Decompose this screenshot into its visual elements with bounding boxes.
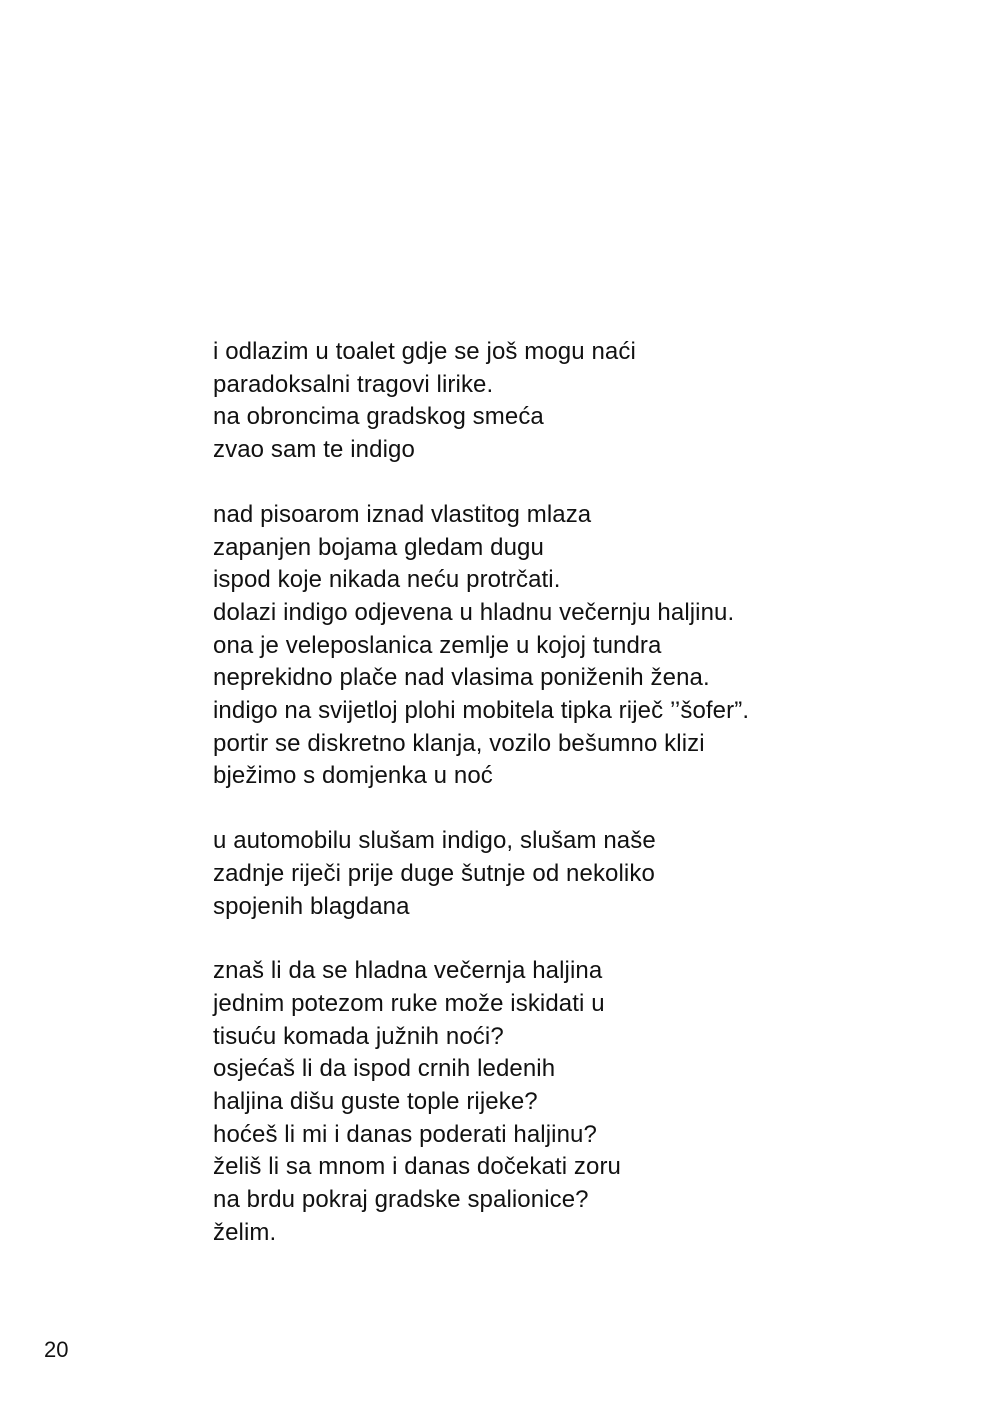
poem-line: na brdu pokraj gradske spalionice? bbox=[213, 1186, 589, 1214]
poem-line: zvao sam te indigo bbox=[213, 436, 415, 464]
poem-line: i odlazim u toalet gdje se još mogu naći bbox=[213, 338, 636, 365]
poem-body bbox=[213, 336, 913, 1282]
poem-line: osjećaš li da ispod crnih ledenih bbox=[213, 1055, 556, 1083]
poem-line: neprekidno plače nad vlasima poniženih žena. bbox=[213, 664, 710, 692]
poem-line: ispod koje nikada neću protrčati. bbox=[213, 566, 561, 594]
poem-line: želim. bbox=[213, 1218, 277, 1246]
poem-line: paradoksalni tragovi lirike. bbox=[213, 370, 494, 398]
page-number: 20 bbox=[44, 1337, 69, 1362]
poem-line: znaš li da se hladna večernja haljina bbox=[213, 957, 603, 985]
poem-line: tisuću komada južnih noći? bbox=[213, 1022, 504, 1050]
poem-line: želiš li sa mnom i danas dočekati zoru bbox=[213, 1153, 621, 1181]
poem-line: nad pisoarom iznad vlastitog mlaza bbox=[213, 500, 592, 528]
poem-line: zadnje riječi prije duge šutnje od nekoliko bbox=[213, 859, 655, 887]
stanza-2 bbox=[213, 499, 913, 793]
poem-line: bježimo s domjenka u noć bbox=[213, 762, 493, 790]
poem-line: dolazi indigo odjevena u hladnu večernju haljinu. bbox=[213, 598, 735, 626]
poem-line: portir se diskretno klanja, vozilo bešumno klizi bbox=[213, 729, 705, 757]
poem-line: na obroncima gradskog smeća bbox=[213, 403, 544, 431]
poem-line: hoćeš li mi i danas poderati haljinu? bbox=[213, 1120, 597, 1148]
poem-line: indigo na svijetloj plohi mobitela tipka riječ ’’šofer”. bbox=[213, 697, 750, 725]
stanza-3 bbox=[213, 825, 913, 923]
poem-line: spojenih blagdana bbox=[213, 892, 410, 920]
poem-line: u automobilu slušam indigo, slušam naše bbox=[213, 827, 656, 855]
stanza-4 bbox=[213, 955, 913, 1249]
poem-line: zapanjen bojama gledam dugu bbox=[213, 533, 544, 561]
poem-line: haljina dišu guste tople rijeke? bbox=[213, 1088, 538, 1116]
stanza-1 bbox=[213, 336, 913, 467]
poem-line: jednim potezom ruke može iskidati u bbox=[213, 989, 605, 1017]
poem-line: ona je veleposlanica zemlje u kojoj tundra bbox=[213, 631, 662, 659]
